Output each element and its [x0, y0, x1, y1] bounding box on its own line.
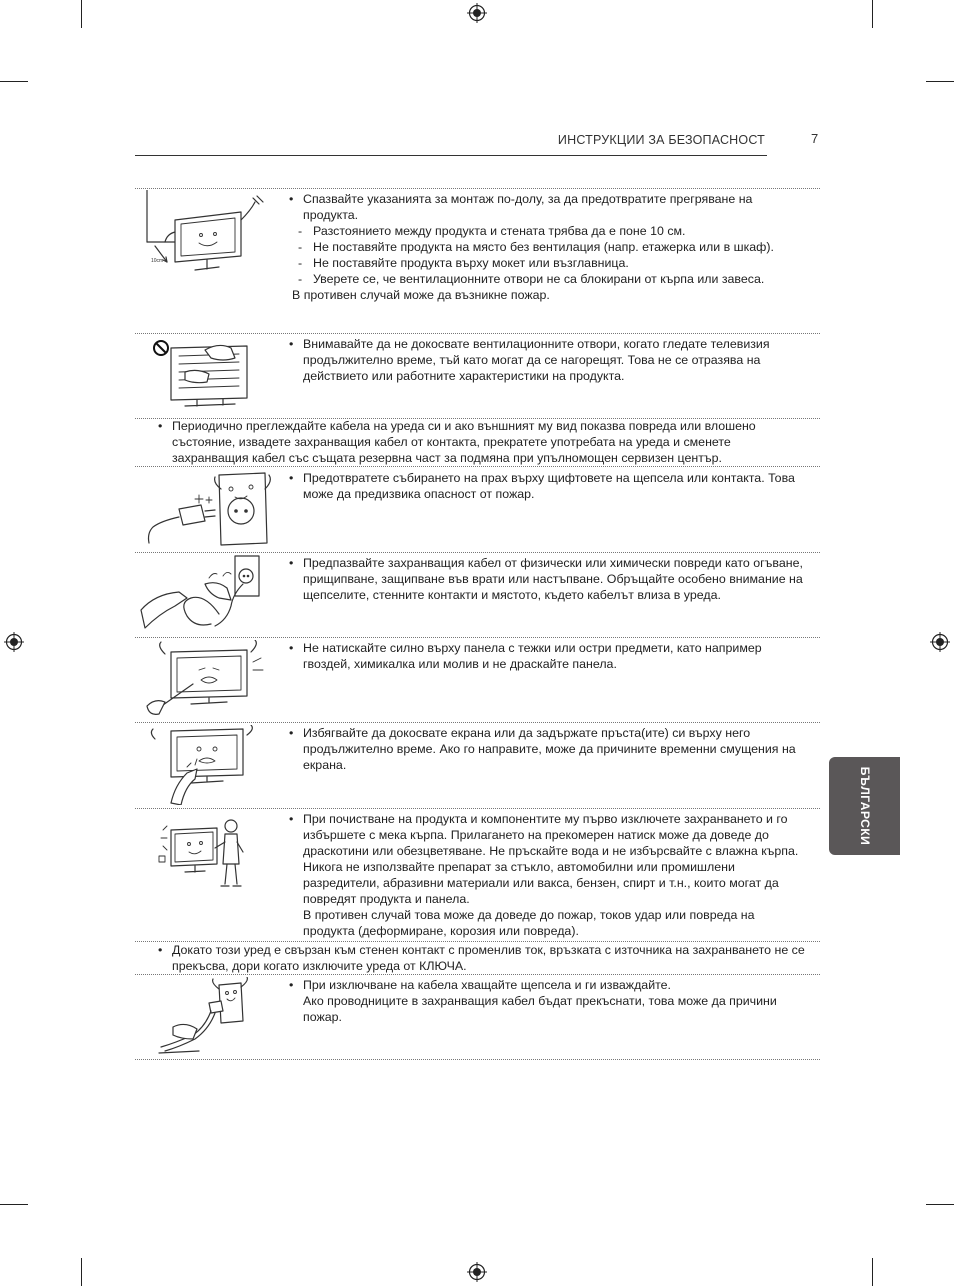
cable-check-text — [158, 418, 808, 466]
bullet-item: • Предпазвайте захранващия кабел от физически или химически повреди като огъване, прищипване, защипване във врати или настъпване. Обръщайте особено внимание на щепселите, стенните контакти и мястото, където кабелът влиза в уреда. — [289, 555, 809, 603]
bullet-item: • Спазвайте указанията за монтаж по-долу, за да предотвратите прегряване на продукта. — [289, 191, 809, 223]
dust-text — [289, 470, 809, 502]
crop-mark — [872, 0, 873, 28]
header-rule — [135, 155, 767, 156]
dash-item: - Не поставяйте продукта на място без вентилация (напр. етажерка или в шкаф). — [289, 239, 809, 255]
crop-mark — [0, 81, 28, 82]
finger-touch-illustration — [135, 725, 275, 805]
bullet-item: • Избягвайте да докосвате екрана или да задържате пръста(ите) си върху него продължително време. Ако го направите, може да причините временни смущения на екрана. — [289, 725, 809, 773]
panel-press-text — [289, 640, 809, 672]
row-separator — [135, 1059, 820, 1060]
row-separator — [135, 333, 820, 334]
cable-damage-illustration — [135, 554, 275, 634]
page-header-title: ИНСТРУКЦИИ ЗА БЕЗОПАСНОСТ — [557, 133, 765, 147]
hot-vents-text — [289, 336, 809, 384]
finger-touch-text — [289, 725, 809, 773]
ac-power-text — [158, 942, 808, 974]
row-separator — [135, 808, 820, 809]
crop-mark — [926, 81, 954, 82]
bullet-item: • Докато този уред е свързан към стенен контакт с променлив ток, връзката с източника на захранването не се прекъсва, дори когато изключите уреда от КЛЮЧА. — [158, 942, 808, 974]
crop-mark — [926, 1204, 954, 1205]
registration-mark-icon — [467, 1262, 487, 1282]
registration-mark-icon — [467, 3, 487, 23]
row-separator — [135, 722, 820, 723]
ventilation-illustration — [135, 190, 275, 330]
cleaning-illustration — [135, 812, 275, 938]
row-separator — [135, 466, 820, 467]
row-separator — [135, 974, 820, 975]
language-tab-label: БЪЛГАРСКИ — [857, 766, 872, 846]
bullet-item: • При изключване на кабела хващайте щепсела и ги изваждайте. — [289, 977, 809, 993]
unplug-illustration — [135, 977, 275, 1057]
hot-vents-illustration — [135, 336, 275, 416]
warning-note: Ако проводниците в захранващия кабел бъдат прекъснати, това може да причини пожар. — [303, 994, 777, 1024]
registration-mark-icon — [4, 632, 24, 652]
crop-mark — [81, 0, 82, 28]
panel-press-illustration — [135, 640, 275, 720]
ventilation-text — [289, 191, 809, 303]
bullet-item: • Внимавайте да не докосвате вентилационните отвори, когато гледате телевизия продължително време, тъй като могат да се нагорещят. Това не се отразява на действието или работните характеристики на продукта. — [289, 336, 809, 384]
distance-label: 10cm — [151, 258, 164, 264]
page-number: 7 — [811, 131, 819, 146]
bullet-item: • Периодично преглеждайте кабела на уреда си и ако външният му вид показва повреда или влошено състояние, извадете захранващия кабел от контакта, прекратете употребата на уреда и сменете захранващия кабел със същата резервна част за подмяна при упълномощен сервизен център. — [158, 418, 808, 466]
warning-note: В противен случай това може да доведе до пожар, токов удар или повреда на продукта (деформиране, корозия или повреда). — [303, 908, 755, 938]
dust-plug-illustration — [135, 469, 275, 549]
row-separator — [135, 188, 820, 189]
cable-damage-text — [289, 555, 809, 603]
cleaning-text — [289, 811, 809, 939]
dash-item: - Разстоянието между продукта и стената трябва да е поне 10 см. — [289, 223, 809, 239]
language-tab — [829, 757, 900, 855]
registration-mark-icon — [930, 632, 950, 652]
crop-mark — [81, 1258, 82, 1286]
dash-item: - Не поставяйте продукта върху мокет или възглавница. — [289, 255, 809, 271]
unplug-text — [289, 977, 809, 1025]
crop-mark — [872, 1258, 873, 1286]
row-separator — [135, 552, 820, 553]
bullet-item: • При почистване на продукта и компонентите му първо изключете захранването и го избършете с мека кърпа. Прилагането на прекомерен натиск може да доведе до драскотини или обезцветяване. Не пръскайте вода и не избърсвайте с влажна кърпа. Никога не използвайте препарат за стъкло, автомобилни или промишлени разредители, абразивни материали или вакса, бензен, спирт и т.н., които могат да повредят продукта и панела. — [289, 811, 809, 907]
bullet-item: • Не натискайте силно върху панела с тежки или остри предмети, като например гвоздей, химикалка или молив и не драскайте панела. — [289, 640, 809, 672]
bullet-item: • Предотвратете събирането на прах върху щифтовете на щепсела или контакта. Това може да предизвика опасност от пожар. — [289, 470, 809, 502]
row-separator — [135, 637, 820, 638]
crop-mark — [0, 1204, 28, 1205]
warning-note: В противен случай може да възникне пожар. — [292, 288, 550, 302]
dash-item: - Уверете се, че вентилационните отвори не са блокирани от кърпа или завеса. — [289, 271, 809, 287]
